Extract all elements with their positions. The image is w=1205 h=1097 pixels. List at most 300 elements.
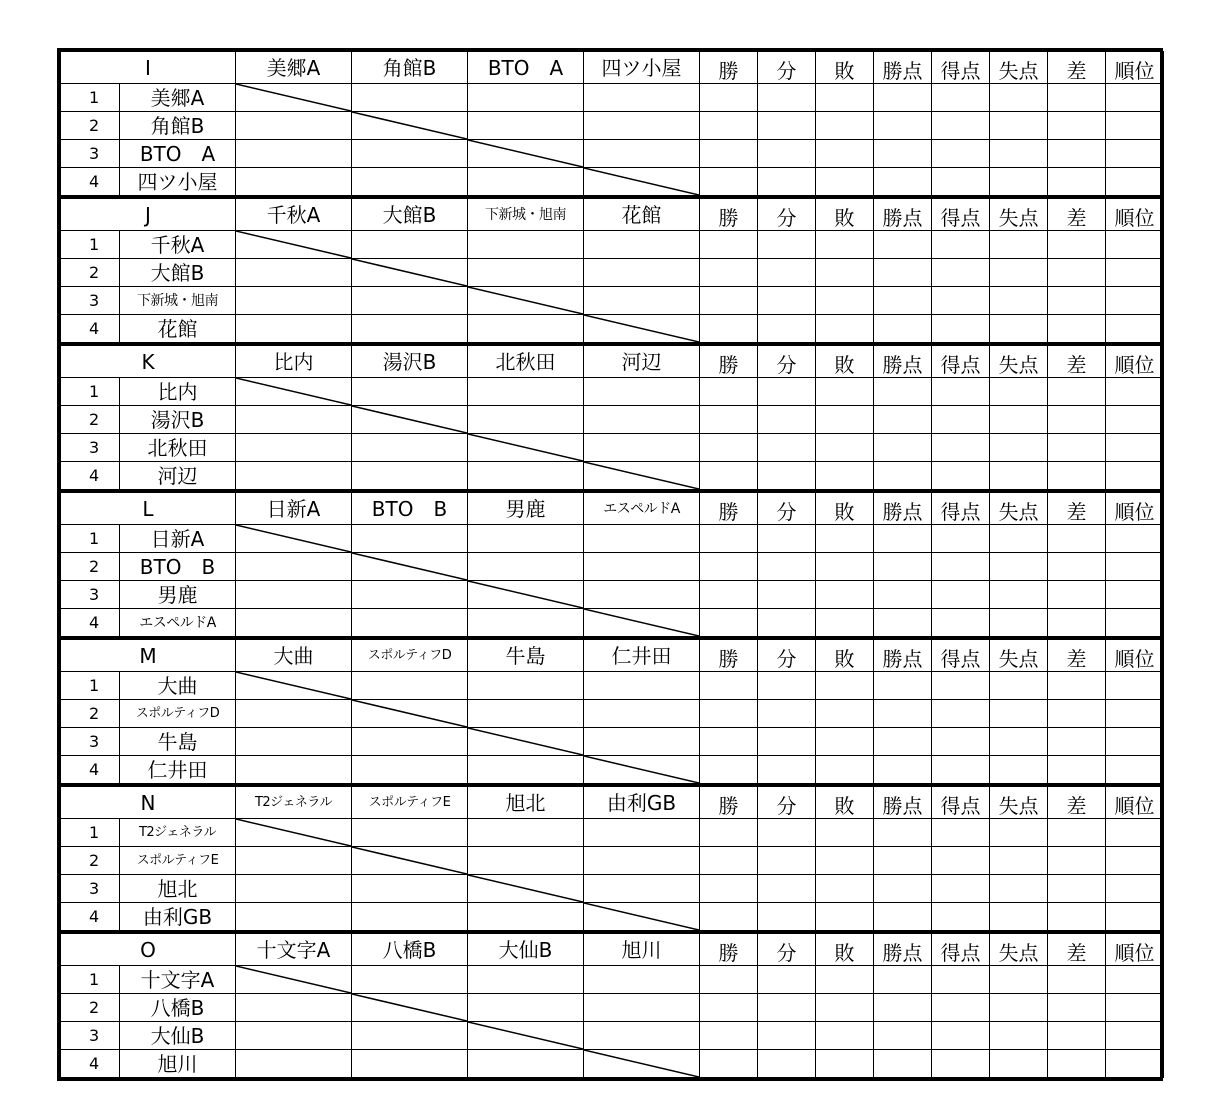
stat-cell[interactable] (874, 903, 932, 931)
stat-cell[interactable] (1106, 728, 1164, 756)
stat-cell[interactable] (1106, 231, 1164, 259)
stat-cell[interactable] (932, 168, 990, 196)
stat-cell[interactable] (816, 231, 874, 259)
stat-cell[interactable] (816, 406, 874, 434)
stat-cell[interactable] (700, 819, 758, 847)
stat-cell[interactable] (700, 553, 758, 581)
stat-cell[interactable] (700, 1050, 758, 1078)
stat-cell[interactable] (1106, 1022, 1164, 1050)
stat-cell[interactable] (758, 553, 816, 581)
stat-cell[interactable] (758, 112, 816, 140)
result-cell[interactable] (584, 140, 700, 168)
result-cell[interactable] (468, 847, 584, 875)
result-cell[interactable] (584, 875, 700, 903)
stat-cell[interactable] (932, 287, 990, 315)
stat-cell[interactable] (932, 700, 990, 728)
stat-cell[interactable] (1048, 378, 1106, 406)
stat-cell[interactable] (816, 315, 874, 343)
result-cell[interactable] (584, 847, 700, 875)
stat-cell[interactable] (1048, 609, 1106, 637)
stat-cell[interactable] (1106, 994, 1164, 1022)
stat-cell[interactable] (1048, 406, 1106, 434)
stat-cell[interactable] (700, 700, 758, 728)
stat-cell[interactable] (990, 875, 1048, 903)
stat-cell[interactable] (1048, 315, 1106, 343)
stat-cell[interactable] (1048, 672, 1106, 700)
stat-cell[interactable] (1106, 875, 1164, 903)
stat-cell[interactable] (758, 672, 816, 700)
result-cell[interactable] (584, 84, 700, 112)
stat-cell[interactable] (932, 140, 990, 168)
stat-cell[interactable] (1106, 287, 1164, 315)
stat-cell[interactable] (932, 581, 990, 609)
result-cell[interactable] (352, 140, 468, 168)
result-cell[interactable] (468, 84, 584, 112)
result-cell[interactable] (584, 581, 700, 609)
stat-cell[interactable] (1048, 462, 1106, 490)
stat-cell[interactable] (758, 609, 816, 637)
result-cell[interactable] (236, 434, 352, 462)
stat-cell[interactable] (1106, 609, 1164, 637)
stat-cell[interactable] (932, 756, 990, 784)
stat-cell[interactable] (816, 875, 874, 903)
result-cell[interactable] (236, 700, 352, 728)
stat-cell[interactable] (1048, 819, 1106, 847)
stat-cell[interactable] (1048, 1050, 1106, 1078)
stat-cell[interactable] (758, 581, 816, 609)
stat-cell[interactable] (700, 315, 758, 343)
stat-cell[interactable] (990, 1050, 1048, 1078)
stat-cell[interactable] (874, 406, 932, 434)
stat-cell[interactable] (1106, 847, 1164, 875)
stat-cell[interactable] (874, 434, 932, 462)
result-cell[interactable] (468, 756, 584, 784)
stat-cell[interactable] (758, 875, 816, 903)
stat-cell[interactable] (932, 462, 990, 490)
stat-cell[interactable] (1048, 84, 1106, 112)
stat-cell[interactable] (990, 287, 1048, 315)
result-cell[interactable] (236, 581, 352, 609)
stat-cell[interactable] (990, 581, 1048, 609)
stat-cell[interactable] (700, 847, 758, 875)
stat-cell[interactable] (700, 434, 758, 462)
stat-cell[interactable] (758, 1022, 816, 1050)
stat-cell[interactable] (932, 378, 990, 406)
stat-cell[interactable] (932, 259, 990, 287)
stat-cell[interactable] (816, 756, 874, 784)
stat-cell[interactable] (1048, 1022, 1106, 1050)
result-cell[interactable] (468, 1050, 584, 1078)
stat-cell[interactable] (990, 672, 1048, 700)
stat-cell[interactable] (1106, 84, 1164, 112)
result-cell[interactable] (584, 672, 700, 700)
stat-cell[interactable] (816, 287, 874, 315)
result-cell[interactable] (352, 287, 468, 315)
result-cell[interactable] (236, 553, 352, 581)
stat-cell[interactable] (816, 819, 874, 847)
stat-cell[interactable] (700, 84, 758, 112)
stat-cell[interactable] (990, 462, 1048, 490)
result-cell[interactable] (468, 672, 584, 700)
stat-cell[interactable] (932, 1050, 990, 1078)
result-cell[interactable] (468, 553, 584, 581)
stat-cell[interactable] (700, 112, 758, 140)
stat-cell[interactable] (816, 259, 874, 287)
result-cell[interactable] (236, 1050, 352, 1078)
result-cell[interactable] (236, 462, 352, 490)
result-cell[interactable] (236, 609, 352, 637)
stat-cell[interactable] (816, 728, 874, 756)
stat-cell[interactable] (932, 112, 990, 140)
result-cell[interactable] (468, 259, 584, 287)
stat-cell[interactable] (700, 168, 758, 196)
stat-cell[interactable] (990, 994, 1048, 1022)
stat-cell[interactable] (874, 1050, 932, 1078)
stat-cell[interactable] (1048, 168, 1106, 196)
stat-cell[interactable] (874, 525, 932, 553)
stat-cell[interactable] (758, 315, 816, 343)
stat-cell[interactable] (1048, 728, 1106, 756)
result-cell[interactable] (236, 315, 352, 343)
result-cell[interactable] (584, 819, 700, 847)
stat-cell[interactable] (758, 259, 816, 287)
stat-cell[interactable] (1048, 756, 1106, 784)
stat-cell[interactable] (1048, 700, 1106, 728)
result-cell[interactable] (352, 462, 468, 490)
result-cell[interactable] (468, 112, 584, 140)
stat-cell[interactable] (1106, 378, 1164, 406)
stat-cell[interactable] (1106, 581, 1164, 609)
stat-cell[interactable] (1048, 875, 1106, 903)
stat-cell[interactable] (1106, 259, 1164, 287)
stat-cell[interactable] (1048, 140, 1106, 168)
stat-cell[interactable] (874, 672, 932, 700)
stat-cell[interactable] (816, 434, 874, 462)
stat-cell[interactable] (700, 462, 758, 490)
stat-cell[interactable] (700, 525, 758, 553)
stat-cell[interactable] (874, 553, 932, 581)
stat-cell[interactable] (990, 966, 1048, 994)
result-cell[interactable] (468, 966, 584, 994)
stat-cell[interactable] (932, 847, 990, 875)
stat-cell[interactable] (990, 231, 1048, 259)
stat-cell[interactable] (874, 287, 932, 315)
stat-cell[interactable] (1048, 903, 1106, 931)
stat-cell[interactable] (758, 994, 816, 1022)
stat-cell[interactable] (816, 847, 874, 875)
result-cell[interactable] (584, 994, 700, 1022)
stat-cell[interactable] (816, 525, 874, 553)
result-cell[interactable] (584, 231, 700, 259)
result-cell[interactable] (584, 287, 700, 315)
stat-cell[interactable] (874, 966, 932, 994)
stat-cell[interactable] (990, 728, 1048, 756)
result-cell[interactable] (236, 406, 352, 434)
stat-cell[interactable] (990, 1022, 1048, 1050)
stat-cell[interactable] (1048, 966, 1106, 994)
stat-cell[interactable] (874, 140, 932, 168)
stat-cell[interactable] (1106, 525, 1164, 553)
stat-cell[interactable] (1106, 553, 1164, 581)
result-cell[interactable] (352, 728, 468, 756)
stat-cell[interactable] (1106, 903, 1164, 931)
stat-cell[interactable] (758, 406, 816, 434)
stat-cell[interactable] (874, 994, 932, 1022)
stat-cell[interactable] (932, 525, 990, 553)
stat-cell[interactable] (1106, 462, 1164, 490)
stat-cell[interactable] (1048, 847, 1106, 875)
stat-cell[interactable] (874, 84, 932, 112)
stat-cell[interactable] (990, 315, 1048, 343)
stat-cell[interactable] (874, 462, 932, 490)
stat-cell[interactable] (758, 1050, 816, 1078)
stat-cell[interactable] (816, 994, 874, 1022)
stat-cell[interactable] (932, 1022, 990, 1050)
stat-cell[interactable] (932, 609, 990, 637)
result-cell[interactable] (352, 315, 468, 343)
stat-cell[interactable] (932, 672, 990, 700)
stat-cell[interactable] (932, 966, 990, 994)
stat-cell[interactable] (700, 994, 758, 1022)
stat-cell[interactable] (1048, 259, 1106, 287)
stat-cell[interactable] (1048, 287, 1106, 315)
stat-cell[interactable] (816, 581, 874, 609)
stat-cell[interactable] (932, 819, 990, 847)
stat-cell[interactable] (1106, 140, 1164, 168)
stat-cell[interactable] (874, 756, 932, 784)
stat-cell[interactable] (874, 700, 932, 728)
result-cell[interactable] (352, 525, 468, 553)
result-cell[interactable] (584, 378, 700, 406)
stat-cell[interactable] (816, 672, 874, 700)
result-cell[interactable] (584, 700, 700, 728)
result-cell[interactable] (584, 259, 700, 287)
result-cell[interactable] (468, 525, 584, 553)
stat-cell[interactable] (1048, 581, 1106, 609)
stat-cell[interactable] (700, 875, 758, 903)
stat-cell[interactable] (932, 553, 990, 581)
stat-cell[interactable] (1048, 434, 1106, 462)
result-cell[interactable] (584, 406, 700, 434)
result-cell[interactable] (468, 378, 584, 406)
stat-cell[interactable] (816, 966, 874, 994)
result-cell[interactable] (468, 315, 584, 343)
stat-cell[interactable] (758, 434, 816, 462)
result-cell[interactable] (352, 168, 468, 196)
stat-cell[interactable] (874, 378, 932, 406)
stat-cell[interactable] (758, 168, 816, 196)
result-cell[interactable] (352, 378, 468, 406)
stat-cell[interactable] (932, 434, 990, 462)
stat-cell[interactable] (816, 84, 874, 112)
result-cell[interactable] (584, 1022, 700, 1050)
stat-cell[interactable] (1048, 525, 1106, 553)
result-cell[interactable] (236, 756, 352, 784)
stat-cell[interactable] (1048, 112, 1106, 140)
stat-cell[interactable] (758, 819, 816, 847)
stat-cell[interactable] (874, 609, 932, 637)
result-cell[interactable] (352, 875, 468, 903)
stat-cell[interactable] (700, 287, 758, 315)
result-cell[interactable] (352, 609, 468, 637)
result-cell[interactable] (352, 1050, 468, 1078)
result-cell[interactable] (468, 462, 584, 490)
stat-cell[interactable] (758, 966, 816, 994)
result-cell[interactable] (468, 994, 584, 1022)
result-cell[interactable] (236, 994, 352, 1022)
stat-cell[interactable] (1048, 994, 1106, 1022)
stat-cell[interactable] (1106, 756, 1164, 784)
result-cell[interactable] (352, 434, 468, 462)
result-cell[interactable] (352, 819, 468, 847)
stat-cell[interactable] (932, 231, 990, 259)
stat-cell[interactable] (874, 847, 932, 875)
result-cell[interactable] (352, 756, 468, 784)
result-cell[interactable] (236, 287, 352, 315)
stat-cell[interactable] (700, 378, 758, 406)
stat-cell[interactable] (932, 84, 990, 112)
stat-cell[interactable] (990, 434, 1048, 462)
stat-cell[interactable] (990, 525, 1048, 553)
stat-cell[interactable] (700, 1022, 758, 1050)
result-cell[interactable] (468, 406, 584, 434)
result-cell[interactable] (236, 259, 352, 287)
stat-cell[interactable] (874, 315, 932, 343)
result-cell[interactable] (236, 728, 352, 756)
result-cell[interactable] (352, 966, 468, 994)
stat-cell[interactable] (700, 609, 758, 637)
stat-cell[interactable] (932, 728, 990, 756)
stat-cell[interactable] (816, 903, 874, 931)
stat-cell[interactable] (758, 140, 816, 168)
stat-cell[interactable] (816, 553, 874, 581)
stat-cell[interactable] (816, 1022, 874, 1050)
stat-cell[interactable] (758, 700, 816, 728)
stat-cell[interactable] (758, 462, 816, 490)
stat-cell[interactable] (758, 903, 816, 931)
stat-cell[interactable] (932, 315, 990, 343)
result-cell[interactable] (352, 581, 468, 609)
stat-cell[interactable] (990, 609, 1048, 637)
result-cell[interactable] (236, 847, 352, 875)
stat-cell[interactable] (700, 903, 758, 931)
stat-cell[interactable] (990, 903, 1048, 931)
stat-cell[interactable] (758, 378, 816, 406)
stat-cell[interactable] (700, 140, 758, 168)
stat-cell[interactable] (932, 406, 990, 434)
stat-cell[interactable] (932, 875, 990, 903)
stat-cell[interactable] (700, 672, 758, 700)
stat-cell[interactable] (874, 1022, 932, 1050)
stat-cell[interactable] (1106, 966, 1164, 994)
result-cell[interactable] (584, 112, 700, 140)
stat-cell[interactable] (1106, 672, 1164, 700)
stat-cell[interactable] (874, 112, 932, 140)
stat-cell[interactable] (816, 140, 874, 168)
stat-cell[interactable] (874, 819, 932, 847)
result-cell[interactable] (584, 525, 700, 553)
stat-cell[interactable] (700, 406, 758, 434)
stat-cell[interactable] (1106, 112, 1164, 140)
stat-cell[interactable] (1106, 1050, 1164, 1078)
stat-cell[interactable] (758, 84, 816, 112)
stat-cell[interactable] (874, 231, 932, 259)
result-cell[interactable] (236, 140, 352, 168)
stat-cell[interactable] (874, 168, 932, 196)
result-cell[interactable] (236, 903, 352, 931)
result-cell[interactable] (352, 672, 468, 700)
result-cell[interactable] (352, 231, 468, 259)
result-cell[interactable] (468, 231, 584, 259)
stat-cell[interactable] (816, 378, 874, 406)
result-cell[interactable] (584, 553, 700, 581)
stat-cell[interactable] (1106, 434, 1164, 462)
stat-cell[interactable] (990, 112, 1048, 140)
stat-cell[interactable] (700, 728, 758, 756)
result-cell[interactable] (236, 112, 352, 140)
stat-cell[interactable] (874, 259, 932, 287)
stat-cell[interactable] (1106, 700, 1164, 728)
stat-cell[interactable] (990, 847, 1048, 875)
stat-cell[interactable] (758, 287, 816, 315)
stat-cell[interactable] (932, 903, 990, 931)
stat-cell[interactable] (874, 875, 932, 903)
stat-cell[interactable] (816, 168, 874, 196)
result-cell[interactable] (468, 903, 584, 931)
stat-cell[interactable] (816, 609, 874, 637)
stat-cell[interactable] (990, 406, 1048, 434)
result-cell[interactable] (352, 1022, 468, 1050)
stat-cell[interactable] (700, 259, 758, 287)
stat-cell[interactable] (816, 112, 874, 140)
stat-cell[interactable] (1048, 231, 1106, 259)
result-cell[interactable] (584, 728, 700, 756)
stat-cell[interactable] (758, 847, 816, 875)
stat-cell[interactable] (700, 231, 758, 259)
result-cell[interactable] (468, 819, 584, 847)
stat-cell[interactable] (1048, 553, 1106, 581)
stat-cell[interactable] (990, 378, 1048, 406)
stat-cell[interactable] (1106, 406, 1164, 434)
stat-cell[interactable] (758, 231, 816, 259)
stat-cell[interactable] (874, 728, 932, 756)
stat-cell[interactable] (1106, 168, 1164, 196)
stat-cell[interactable] (990, 168, 1048, 196)
stat-cell[interactable] (1106, 315, 1164, 343)
stat-cell[interactable] (816, 462, 874, 490)
stat-cell[interactable] (990, 553, 1048, 581)
stat-cell[interactable] (700, 966, 758, 994)
stat-cell[interactable] (932, 994, 990, 1022)
result-cell[interactable] (468, 609, 584, 637)
stat-cell[interactable] (700, 756, 758, 784)
stat-cell[interactable] (990, 756, 1048, 784)
stat-cell[interactable] (990, 84, 1048, 112)
stat-cell[interactable] (758, 525, 816, 553)
result-cell[interactable] (468, 168, 584, 196)
stat-cell[interactable] (758, 728, 816, 756)
stat-cell[interactable] (816, 1050, 874, 1078)
result-cell[interactable] (236, 1022, 352, 1050)
stat-cell[interactable] (816, 700, 874, 728)
result-cell[interactable] (584, 434, 700, 462)
stat-cell[interactable] (990, 259, 1048, 287)
result-cell[interactable] (352, 903, 468, 931)
stat-cell[interactable] (990, 700, 1048, 728)
stat-cell[interactable] (874, 581, 932, 609)
stat-cell[interactable] (990, 140, 1048, 168)
stat-cell[interactable] (758, 756, 816, 784)
